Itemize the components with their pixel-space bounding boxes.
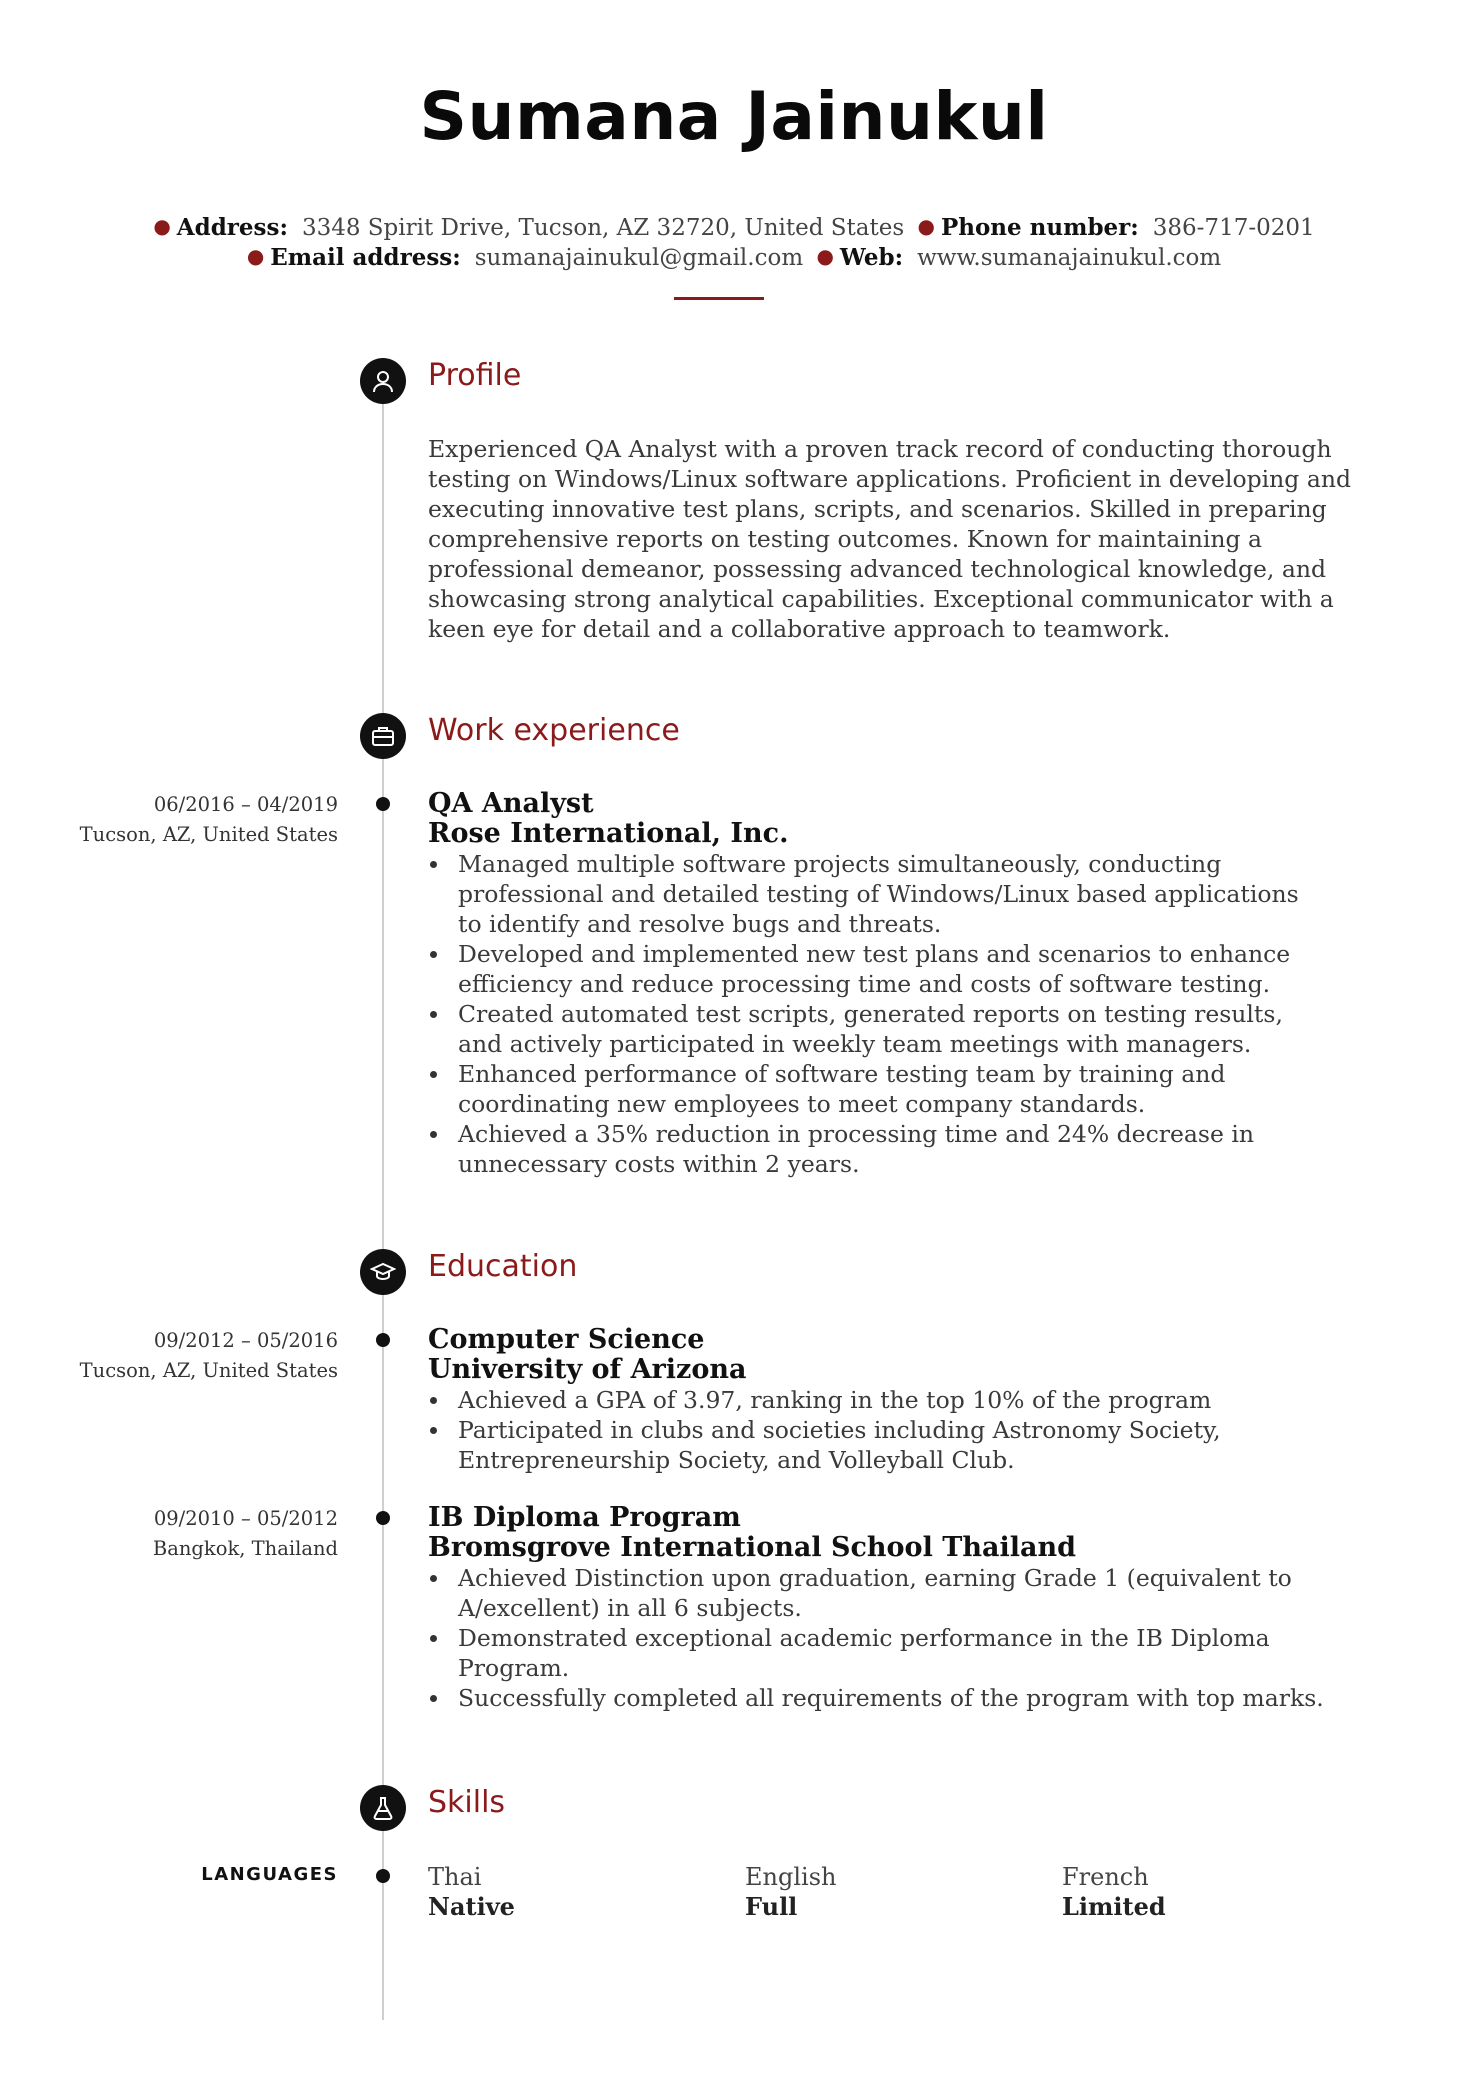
list-item: Achieved a 35% reduction in processing time and 24% decrease in unnecessary costs within 2 years. — [428, 1119, 1328, 1179]
language-item — [745, 1862, 836, 1922]
briefcase-icon — [360, 713, 406, 759]
bullet-dot-icon: ● — [917, 214, 935, 238]
list-item: Achieved a GPA of 3.97, ranking in the top 10% of the program — [428, 1385, 1328, 1415]
education-location: Bangkok, Thailand — [152, 1537, 338, 1560]
list-item: Created automated test scripts, generated reports on testing results, and actively participated in weekly team meetings with managers. — [428, 999, 1328, 1059]
list-item: Developed and implemented new test plans and scenarios to enhance efficiency and reduce processing time and costs of software testing. — [428, 939, 1328, 999]
language-level: Limited — [1062, 1892, 1166, 1921]
contact-row-2 — [0, 244, 1468, 271]
phone-value: 386-717-0201 — [1152, 215, 1315, 241]
degree-title: Computer Science — [428, 1324, 705, 1355]
language-item — [428, 1862, 515, 1922]
web-value[interactable]: www.sumanajainukul.com — [917, 245, 1222, 271]
education-bullets — [428, 1563, 1328, 1713]
work-location: Tucson, AZ, United States — [79, 823, 338, 846]
job-title: QA Analyst — [428, 788, 594, 819]
education-entry-meta — [18, 1326, 338, 1386]
candidate-name: Sumana Jainukul — [419, 78, 1049, 155]
contact-email: ● Email address: sumanajainukul@gmail.com — [246, 244, 804, 271]
list-item: Demonstrated exceptional academic performance in the IB Diploma Program. — [428, 1623, 1328, 1683]
list-item: Participated in clubs and societies including Astronomy Society, Entrepreneurship Society, and Volleyball Club. — [428, 1415, 1328, 1475]
list-item: Achieved Distinction upon graduation, earning Grade 1 (equivalent to A/excellent) in all 6 subjects. — [428, 1563, 1328, 1623]
employer: Rose International, Inc. — [428, 818, 789, 849]
work-bullets — [428, 849, 1328, 1179]
section-title-work: Work experience — [428, 713, 680, 748]
profile-summary: Experienced QA Analyst with a proven track record of conducting thorough testing on Windows/Linux software applications. Proficient in developing and executing innovative test plans, scripts, and scenarios. Skilled in preparing comprehensive reports on testing outcomes. Known for maintaining a professional demeanor, possessing advanced technological knowledge, and showcasing strong analytical capabilities. Exceptional communicator with a keen eye for detail and a collaborative approach to teamwork. — [428, 435, 1352, 643]
bullet-dot-icon: ● — [816, 244, 834, 268]
timeline-line — [382, 380, 384, 2020]
contact-phone: ● Phone number: 386-717-0201 — [917, 214, 1315, 241]
school-name: Bromsgrove International School Thailand — [428, 1532, 1076, 1563]
education-location: Tucson, AZ, United States — [79, 1359, 338, 1382]
timeline-dot — [376, 1869, 390, 1883]
work-entry-meta — [18, 790, 338, 850]
degree-title: IB Diploma Program — [428, 1502, 741, 1533]
bullet-dot-icon: ● — [153, 214, 171, 238]
education-bullets — [428, 1385, 1328, 1475]
contact-address: ● Address: 3348 Spirit Drive, Tucson, AZ 32720, United States — [153, 214, 905, 241]
list-item: Successfully completed all requirements of the program with top marks. — [428, 1683, 1328, 1713]
section-title-skills: Skills — [428, 1785, 506, 1820]
language-level: Full — [745, 1892, 798, 1921]
address-value: 3348 Spirit Drive, Tucson, AZ 32720, United States — [301, 215, 905, 241]
person-icon — [360, 358, 406, 404]
timeline-dot — [376, 1333, 390, 1347]
section-title-education: Education — [428, 1249, 578, 1284]
timeline-dot — [376, 797, 390, 811]
language-level: Native — [428, 1892, 515, 1921]
list-item: Enhanced performance of software testing team by training and coordinating new employees to meet company standards. — [428, 1059, 1328, 1119]
language-name: Thai — [428, 1863, 482, 1891]
flask-icon — [360, 1785, 406, 1831]
bullet-dot-icon: ● — [246, 244, 265, 268]
education-dates: 09/2012 – 05/2016 — [153, 1329, 338, 1352]
section-title-profile: Profile — [428, 358, 522, 393]
contact-row-1 — [0, 214, 1468, 241]
skills-category-label: LANGUAGES — [201, 1864, 338, 1885]
language-name: French — [1062, 1863, 1149, 1891]
email-value[interactable]: sumanajainukul@gmail.com — [474, 245, 804, 271]
education-entry-meta — [18, 1504, 338, 1564]
work-dates: 06/2016 – 04/2019 — [153, 793, 338, 816]
header-divider — [674, 297, 764, 300]
graduation-cap-icon — [360, 1249, 406, 1295]
school-name: University of Arizona — [428, 1354, 747, 1385]
language-name: English — [745, 1863, 837, 1891]
list-item: Managed multiple software projects simultaneously, conducting professional and detailed testing of Windows/Linux based applications to identify and resolve bugs and threats. — [428, 849, 1328, 939]
contact-web: ● Web: www.sumanajainukul.com — [816, 244, 1222, 271]
language-item — [1062, 1862, 1166, 1922]
education-dates: 09/2010 – 05/2012 — [153, 1507, 338, 1530]
timeline-dot — [376, 1511, 390, 1525]
